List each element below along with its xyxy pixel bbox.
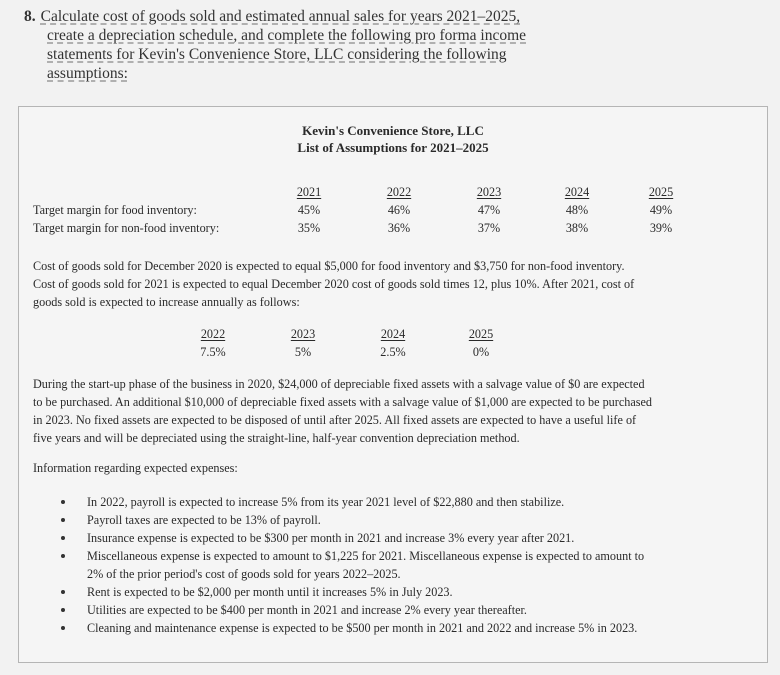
list-item-text: Rent is expected to be $2,000 per month until it increases 5% in July 2023. [87, 585, 453, 599]
assets-line: During the start-up phase of the business in 2020, $24,000 of depreciable fixed assets with a salvage value of $0 are expected [33, 377, 645, 391]
cogs-line: Cost of goods sold for 2021 is expected to equal December 2020 cost of goods sold times 12, plus 10%. After 2021, cost of [33, 277, 635, 291]
assets-paragraph [33, 375, 753, 447]
cogs-paragraph [33, 257, 753, 311]
list-item [61, 547, 751, 583]
food-margin-value: 45% [297, 203, 321, 217]
cogs-line: Cost of goods sold for December 2020 is expected to equal $5,000 for food inventory and $3,750 for non-food inventory. [33, 259, 625, 273]
list-item [61, 493, 751, 511]
list-item-text: Insurance expense is expected to be $300 per month in 2021 and increase 3% every year after 2021. [87, 531, 575, 545]
list-item-text: Utilities are expected to be $400 per month in 2021 and increase 2% every year thereafter. [87, 603, 527, 617]
question-block [24, 7, 584, 83]
question-line-3 [24, 45, 584, 64]
food-margin-value: 48% [565, 203, 589, 217]
question-text-line-2: create a depreciation schedule, and complete the following pro forma income [47, 27, 527, 44]
margin-year-header: 2024 [564, 185, 590, 199]
cogs-line: goods sold is expected to increase annually as follows: [33, 295, 300, 309]
list-item-text: Miscellaneous expense is expected to amount to $1,225 for 2021. Miscellaneous expense is expected to amount to [87, 549, 645, 563]
margin-year-header: 2021 [296, 185, 322, 199]
increase-value: 2.5% [380, 345, 406, 359]
increase-value: 5% [294, 345, 312, 359]
assets-line: five years and will be depreciated using the straight-line, half-year convention depreciation method. [33, 431, 520, 445]
assets-line: in 2023. No fixed assets are expected to be disposed of until after 2025. All fixed assets are expected to have a useful life of [33, 413, 637, 427]
food-margin-value: 49% [649, 203, 673, 217]
question-text-line-1: Calculate cost of goods sold and estimated annual sales for years 2021–2025, [40, 8, 521, 25]
margin-year-header: 2022 [386, 185, 412, 199]
question-text-line-3: statements for Kevin's Convenience Store, LLC considering the following [47, 46, 507, 63]
expenses-list [61, 493, 751, 637]
margin-year-header: 2025 [648, 185, 674, 199]
increase-year-header: 2022 [200, 327, 226, 341]
increase-value: 7.5% [200, 345, 226, 359]
assumptions-box [18, 106, 768, 663]
list-item [61, 619, 751, 637]
list-item [61, 583, 751, 601]
bullet-icon [61, 626, 65, 630]
food-margin-value: 47% [477, 203, 501, 217]
increase-year-header: 2024 [380, 327, 406, 341]
list-item [61, 601, 751, 619]
bullet-icon [61, 518, 65, 522]
list-item [61, 529, 751, 547]
list-item [61, 511, 751, 529]
nonfood-margin-value: 35% [297, 221, 321, 235]
nonfood-margin-value: 36% [387, 221, 411, 235]
bullet-icon [61, 500, 65, 504]
bullet-icon [61, 608, 65, 612]
margin-year-header: 2023 [476, 185, 502, 199]
question-line-2 [24, 26, 584, 45]
increase-value: 0% [472, 345, 490, 359]
question-line-4 [24, 64, 584, 83]
box-title-list: List of Assumptions for 2021–2025 [297, 140, 489, 155]
increase-year-header: 2023 [290, 327, 316, 341]
bullet-icon [61, 590, 65, 594]
box-title-company: Kevin's Convenience Store, LLC [302, 123, 484, 138]
list-item-text: Cleaning and maintenance expense is expected to be $500 per month in 2021 and 2022 and increase 5% in 2023. [87, 621, 638, 635]
question-text-line-4: assumptions: [47, 65, 128, 82]
expenses-heading: Information regarding expected expenses: [33, 461, 238, 475]
nonfood-margin-value: 37% [477, 221, 501, 235]
nonfood-margin-value: 39% [649, 221, 673, 235]
food-margin-label: Target margin for food inventory: [33, 203, 197, 217]
list-item-text: Payroll taxes are expected to be 13% of payroll. [87, 513, 321, 527]
question-number: 8. [24, 8, 36, 25]
bullet-icon [61, 536, 65, 540]
increase-year-header: 2025 [468, 327, 494, 341]
nonfood-margin-value: 38% [565, 221, 589, 235]
question-line-1 [24, 7, 584, 26]
assets-line: to be purchased. An additional $10,000 of depreciable fixed assets with a salvage value of $1,000 are expected to be purchased [33, 395, 652, 409]
list-item-text: In 2022, payroll is expected to increase 5% from its year 2021 level of $22,880 and then stabilize. [87, 495, 565, 509]
food-margin-value: 46% [387, 203, 411, 217]
bullet-icon [61, 554, 65, 558]
nonfood-margin-label: Target margin for non-food inventory: [33, 221, 220, 235]
list-item-text: 2% of the prior period's cost of goods sold for years 2022–2025. [87, 567, 401, 581]
